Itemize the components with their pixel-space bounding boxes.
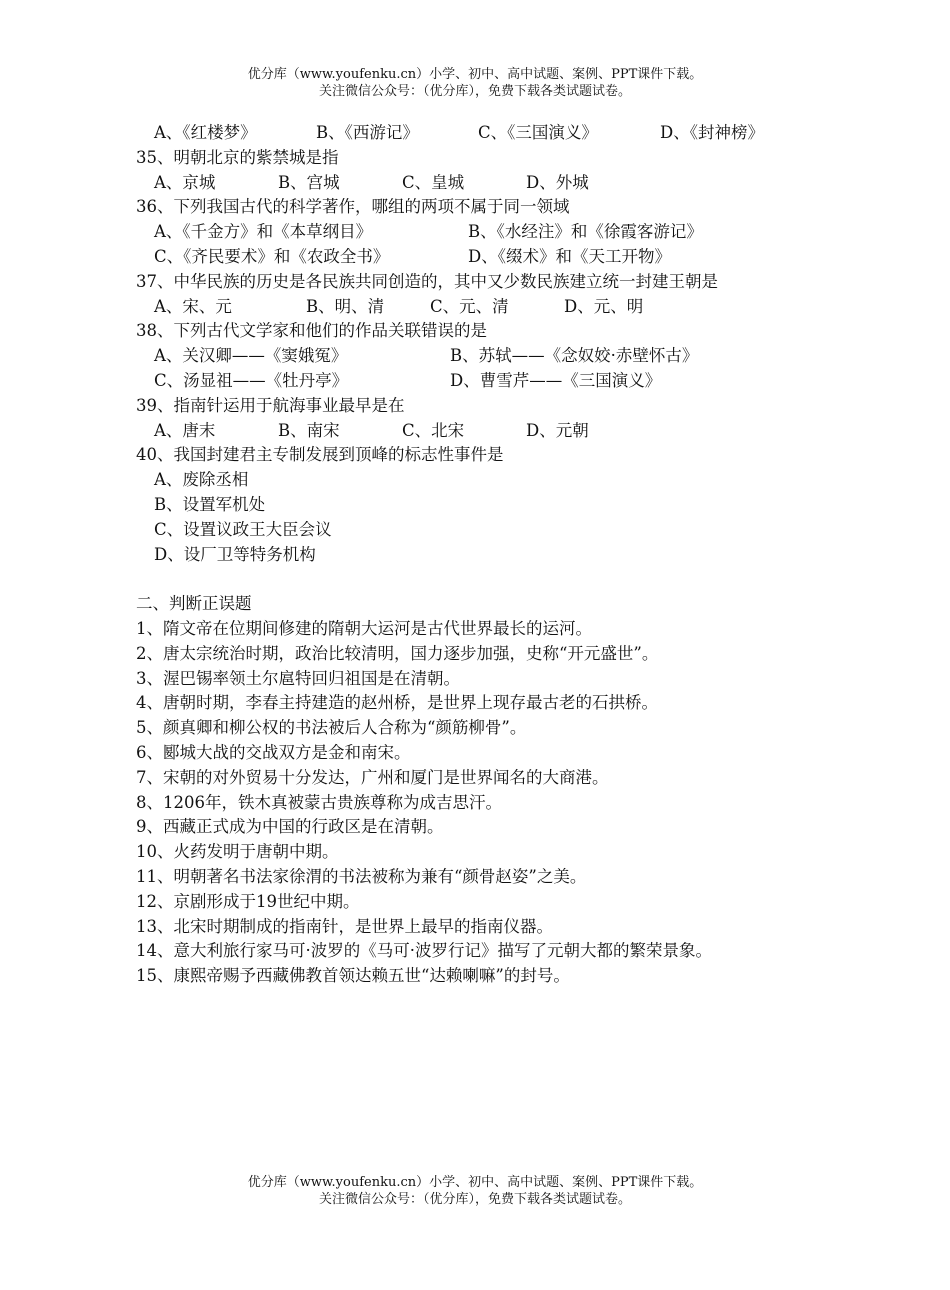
- list-item: 4、唐朝时期，李春主持建造的赵州桥，是世界上现存最古老的石拱桥。: [136, 693, 658, 713]
- option: D、《缀术》和《天工开物》: [468, 246, 671, 266]
- option: B、《西游记》: [316, 123, 419, 142]
- list-item: 8、1206年，铁木真被蒙古贵族尊称为成吉思汗。: [136, 792, 502, 812]
- q37-options: [136, 295, 836, 320]
- option: C、设置议政王大臣会议: [154, 519, 332, 539]
- q39-stem: 39、指南针运用于航海事业最早是在: [136, 395, 405, 415]
- option: B、明、清: [306, 296, 385, 316]
- q38-options-row1: [136, 344, 836, 369]
- page-header: [0, 66, 950, 100]
- q34-options: [136, 121, 836, 146]
- option: D、外城: [526, 172, 589, 192]
- header-line-2: 关注微信公众号：（优分库），免费下载各类试题试卷。: [318, 84, 631, 99]
- q36-options-row2: [136, 245, 836, 270]
- list-item: 14、意大利旅行家马可·波罗的《马可·波罗行记》描写了元朝大都的繁荣景象。: [136, 941, 712, 961]
- option: B、南宋: [278, 420, 340, 440]
- footer-line-1: 优分库（www.youfenku.cn）小学、初中、高中试题、案例、PPT课件下载。: [247, 1175, 703, 1190]
- option: A、废除丞相: [154, 470, 249, 490]
- q35-options: [136, 171, 836, 196]
- option: A、京城: [154, 172, 216, 192]
- option: D、《封神榜》: [660, 123, 764, 142]
- q36-stem: 36、下列我国古代的科学著作，哪组的两项不属于同一领域: [136, 197, 570, 217]
- list-item: 5、颜真卿和柳公权的书法被后人合称为“颜筋柳骨”。: [136, 718, 527, 738]
- list-item: 11、明朝著名书法家徐渭的书法被称为兼有“颜骨赵姿”之美。: [136, 866, 587, 886]
- option: B、苏轼——《念奴姣·赤壁怀古》: [450, 346, 699, 366]
- option: C、北宋: [402, 420, 465, 440]
- option: C、《三国演义》: [478, 123, 598, 142]
- option: D、元、明: [564, 296, 644, 316]
- option: B、《水经注》和《徐霞客游记》: [468, 222, 703, 242]
- option: C、《齐民要术》和《农政全书》: [154, 246, 390, 266]
- option: D、设厂卫等特务机构: [154, 544, 316, 564]
- exam-content: [136, 121, 836, 989]
- list-item: 1、隋文帝在位期间修建的隋朝大运河是古代世界最长的运河。: [136, 618, 592, 638]
- list-item: 7、宋朝的对外贸易十分发达，广州和厦门是世界闻名的大商港。: [136, 767, 609, 787]
- list-item: 9、西藏正式成为中国的行政区是在清朝。: [136, 817, 444, 837]
- option: A、唐末: [154, 420, 216, 440]
- list-item: 12、京剧形成于19世纪中期。: [136, 891, 360, 911]
- option: A、《红楼梦》: [154, 123, 257, 142]
- option: A、《千金方》和《本草纲目》: [154, 222, 373, 242]
- option: A、关汉卿——《窦娥冤》: [154, 346, 348, 366]
- q38-stem: 38、下列古代文学家和他们的作品关联错误的是: [136, 321, 487, 341]
- q35-stem: 35、明朝北京的紫禁城是指: [136, 147, 339, 167]
- list-item: 15、康熙帝赐予西藏佛教首领达赖五世“达赖喇嘛”的封号。: [136, 966, 570, 986]
- option: C、元、清: [430, 296, 509, 316]
- option: B、设置军机处: [154, 494, 266, 514]
- q40-stem: 40、我国封建君主专制发展到顶峰的标志性事件是: [136, 445, 504, 465]
- list-item: 3、渥巴锡率领土尔扈特回归祖国是在清朝。: [136, 668, 460, 688]
- page-footer: [0, 1174, 950, 1208]
- q38-options-row2: [136, 369, 836, 394]
- q39-options: [136, 419, 836, 444]
- q37-stem: 37、中华民族的历史是各民族共同创造的，其中又少数民族建立统一封建王朝是: [136, 271, 718, 291]
- option: A、宋、元: [154, 296, 232, 316]
- option: C、汤显祖——《牡丹亭》: [154, 370, 349, 390]
- footer-line-2: 关注微信公众号：（优分库），免费下载各类试题试卷。: [318, 1192, 631, 1207]
- header-line-1: 优分库（www.youfenku.cn）小学、初中、高中试题、案例、PPT课件下载。: [247, 67, 703, 82]
- list-item: 13、北宋时期制成的指南针，是世界上最早的指南仪器。: [136, 916, 553, 936]
- option: C、皇城: [402, 172, 465, 192]
- list-item: 2、唐太宗统治时期，政治比较清明，国力逐步加强，史称“开元盛世”。: [136, 643, 659, 663]
- list-item: 6、郾城大战的交战双方是金和南宋。: [136, 742, 411, 762]
- option: B、宫城: [278, 172, 340, 192]
- spacer: [136, 567, 836, 592]
- section-title: 二、判断正误题: [136, 594, 252, 614]
- q36-options-row1: [136, 220, 836, 245]
- option: D、曹雪芹——《三国演义》: [450, 370, 662, 390]
- list-item: 10、火药发明于唐朝中期。: [136, 842, 339, 862]
- option: D、元朝: [526, 420, 589, 440]
